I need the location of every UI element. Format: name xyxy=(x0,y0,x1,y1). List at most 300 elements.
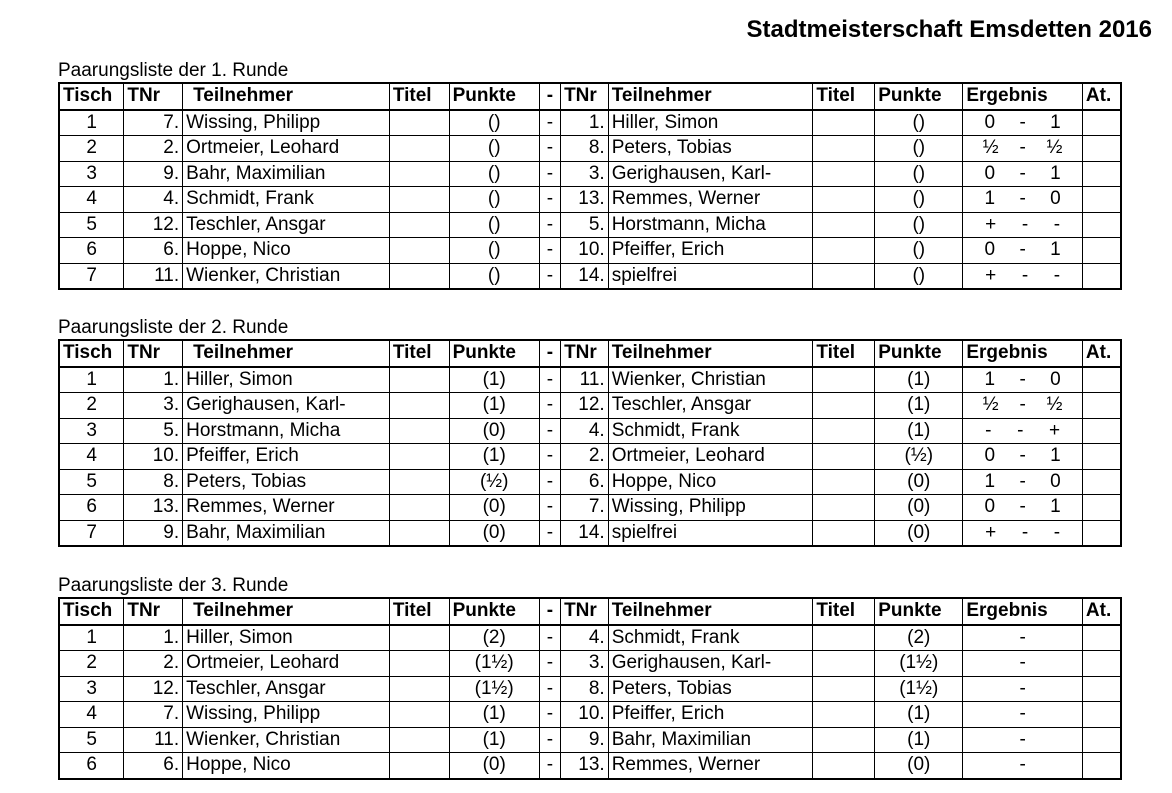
tisch-cell: 2 xyxy=(59,651,124,677)
result-cell xyxy=(963,702,1083,728)
tisch-cell: 5 xyxy=(59,469,124,495)
result-white: 1 xyxy=(984,188,996,210)
tisch-cell: 3 xyxy=(59,676,124,702)
result-separator: - xyxy=(1021,264,1029,286)
at-cell xyxy=(1082,187,1121,213)
result-black: 0 xyxy=(1050,470,1061,492)
titel-white-cell xyxy=(389,651,449,677)
result-white: ½ xyxy=(982,137,999,159)
result-separator: - xyxy=(1019,626,1026,648)
result-white: + xyxy=(985,521,997,543)
player-white-cell: Wissing, Philipp xyxy=(183,702,390,728)
punkte-white-cell: (0) xyxy=(449,753,539,779)
player-black-cell: spielfrei xyxy=(608,520,813,546)
col-header-teilnehmer2: Teilnehmer xyxy=(608,340,813,367)
player-white-cell: Teschler, Ansgar xyxy=(183,212,390,238)
result-cell xyxy=(963,753,1083,779)
punkte-black-cell: () xyxy=(875,110,963,136)
col-header-tnr: TNr xyxy=(124,83,183,110)
player-black-cell: Pfeiffer, Erich xyxy=(608,702,813,728)
col-header-dash: - xyxy=(539,83,560,110)
titel-black-cell xyxy=(813,753,875,779)
player-white-cell: Ortmeier, Leohard xyxy=(183,651,390,677)
result-white: 1 xyxy=(984,470,996,492)
punkte-white-cell: () xyxy=(449,161,539,187)
table-row xyxy=(59,136,1121,162)
player-white-cell: Schmidt, Frank xyxy=(183,187,390,213)
tnr-white-cell: 6. xyxy=(124,753,183,779)
result-separator: - xyxy=(1019,162,1026,184)
separator-cell: - xyxy=(539,367,560,393)
punkte-white-cell: (1½) xyxy=(449,676,539,702)
tisch-cell: 1 xyxy=(59,625,124,651)
result-separator: - xyxy=(1019,137,1026,159)
titel-white-cell xyxy=(389,136,449,162)
player-black-cell: Hoppe, Nico xyxy=(608,469,813,495)
punkte-white-cell: (1½) xyxy=(449,651,539,677)
result-cell xyxy=(963,444,1083,470)
col-header-ergebnis: Ergebnis xyxy=(963,340,1083,367)
player-white-cell: Pfeiffer, Erich xyxy=(183,444,390,470)
separator-cell: - xyxy=(539,110,560,136)
tnr-white-cell: 8. xyxy=(124,469,183,495)
result-cell xyxy=(963,263,1083,289)
result-black: - xyxy=(1053,521,1061,543)
player-black-cell: Gerighausen, Karl- xyxy=(608,161,813,187)
tisch-cell: 4 xyxy=(59,702,124,728)
tnr-white-cell: 1. xyxy=(124,625,183,651)
player-white-cell: Hoppe, Nico xyxy=(183,238,390,264)
header-row xyxy=(59,340,1121,367)
table-row xyxy=(59,469,1121,495)
tnr-black-cell: 5. xyxy=(561,212,609,238)
player-black-cell: Bahr, Maximilian xyxy=(608,727,813,753)
result-cell xyxy=(963,136,1083,162)
tnr-black-cell: 6. xyxy=(561,469,609,495)
punkte-black-cell: () xyxy=(875,136,963,162)
player-white-cell: Hiller, Simon xyxy=(183,367,390,393)
separator-cell: - xyxy=(539,625,560,651)
separator-cell: - xyxy=(539,753,560,779)
player-black-cell: Horstmann, Micha xyxy=(608,212,813,238)
player-black-cell: Teschler, Ansgar xyxy=(608,393,813,419)
col-header-teilnehmer: Teilnehmer xyxy=(183,340,390,367)
punkte-black-cell: (½) xyxy=(875,444,963,470)
titel-black-cell xyxy=(813,136,875,162)
col-header-teilnehmer2: Teilnehmer xyxy=(608,598,813,625)
punkte-black-cell: (1) xyxy=(875,418,963,444)
result-separator: - xyxy=(1019,394,1026,416)
titel-white-cell xyxy=(389,444,449,470)
table-row xyxy=(59,676,1121,702)
titel-black-cell xyxy=(813,418,875,444)
tisch-cell: 6 xyxy=(59,238,124,264)
titel-black-cell xyxy=(813,212,875,238)
separator-cell: - xyxy=(539,393,560,419)
player-white-cell: Wienker, Christian xyxy=(183,263,390,289)
player-black-cell: spielfrei xyxy=(608,263,813,289)
titel-white-cell xyxy=(389,212,449,238)
at-cell xyxy=(1082,161,1121,187)
col-header-ergebnis: Ergebnis xyxy=(963,83,1083,110)
tnr-white-cell: 9. xyxy=(124,520,183,546)
result-cell xyxy=(963,676,1083,702)
col-header-tnr: TNr xyxy=(124,340,183,367)
punkte-white-cell: (½) xyxy=(449,469,539,495)
separator-cell: - xyxy=(539,444,560,470)
titel-white-cell xyxy=(389,367,449,393)
at-cell xyxy=(1082,702,1121,728)
result-separator: - xyxy=(1019,470,1026,492)
titel-black-cell xyxy=(813,238,875,264)
at-cell xyxy=(1082,110,1121,136)
player-white-cell: Remmes, Werner xyxy=(183,495,390,521)
table-row xyxy=(59,367,1121,393)
result-black: ½ xyxy=(1046,394,1063,416)
result-separator: - xyxy=(1019,239,1026,261)
separator-cell: - xyxy=(539,238,560,264)
result-cell xyxy=(963,393,1083,419)
player-black-cell: Wissing, Philipp xyxy=(608,495,813,521)
result-cell xyxy=(963,520,1083,546)
player-white-cell: Horstmann, Micha xyxy=(183,418,390,444)
titel-white-cell xyxy=(389,187,449,213)
separator-cell: - xyxy=(539,702,560,728)
at-cell xyxy=(1082,727,1121,753)
round-1-section xyxy=(58,60,1122,290)
round-caption: Paarungsliste der 1. Runde xyxy=(58,60,289,81)
col-header-titel2: Titel xyxy=(813,83,875,110)
pairing-table xyxy=(58,82,1122,290)
tnr-white-cell: 6. xyxy=(124,238,183,264)
col-header-tnr: TNr xyxy=(124,598,183,625)
punkte-white-cell: (1) xyxy=(449,444,539,470)
result-cell xyxy=(963,495,1083,521)
player-white-cell: Bahr, Maximilian xyxy=(183,161,390,187)
tisch-cell: 2 xyxy=(59,393,124,419)
punkte-white-cell: (0) xyxy=(449,418,539,444)
titel-white-cell xyxy=(389,418,449,444)
at-cell xyxy=(1082,367,1121,393)
table-row xyxy=(59,238,1121,264)
punkte-black-cell: (1½) xyxy=(875,651,963,677)
result-separator: - xyxy=(1017,419,1024,441)
tnr-white-cell: 7. xyxy=(124,110,183,136)
result-separator: - xyxy=(1019,445,1026,467)
col-header-tisch: Tisch xyxy=(59,83,124,110)
result-cell xyxy=(963,367,1083,393)
separator-cell: - xyxy=(539,418,560,444)
tisch-cell: 7 xyxy=(59,520,124,546)
col-header-teilnehmer2: Teilnehmer xyxy=(608,83,813,110)
punkte-black-cell: (0) xyxy=(875,495,963,521)
col-header-tisch: Tisch xyxy=(59,598,124,625)
result-cell xyxy=(963,212,1083,238)
result-cell xyxy=(963,727,1083,753)
col-header-titel2: Titel xyxy=(813,340,875,367)
punkte-black-cell: (0) xyxy=(875,469,963,495)
col-header-teilnehmer: Teilnehmer xyxy=(183,598,390,625)
titel-black-cell xyxy=(813,367,875,393)
col-header-titel2: Titel xyxy=(813,598,875,625)
titel-black-cell xyxy=(813,651,875,677)
player-white-cell: Gerighausen, Karl- xyxy=(183,393,390,419)
player-black-cell: Pfeiffer, Erich xyxy=(608,238,813,264)
tnr-black-cell: 1. xyxy=(561,110,609,136)
separator-cell: - xyxy=(539,469,560,495)
tnr-black-cell: 4. xyxy=(561,625,609,651)
titel-black-cell xyxy=(813,625,875,651)
result-white: 0 xyxy=(984,162,996,184)
tnr-white-cell: 3. xyxy=(124,393,183,419)
player-white-cell: Wissing, Philipp xyxy=(183,110,390,136)
player-black-cell: Peters, Tobias xyxy=(608,136,813,162)
separator-cell: - xyxy=(539,651,560,677)
tnr-black-cell: 13. xyxy=(561,753,609,779)
punkte-white-cell: (0) xyxy=(449,495,539,521)
result-black: 1 xyxy=(1050,496,1061,518)
round-caption: Paarungsliste der 2. Runde xyxy=(58,317,289,338)
table-row xyxy=(59,625,1121,651)
result-cell xyxy=(963,625,1083,651)
table-row xyxy=(59,702,1121,728)
separator-cell: - xyxy=(539,727,560,753)
at-cell xyxy=(1082,418,1121,444)
punkte-white-cell: (0) xyxy=(449,520,539,546)
at-cell xyxy=(1082,495,1121,521)
col-header-dash: - xyxy=(539,598,560,625)
titel-black-cell xyxy=(813,187,875,213)
titel-white-cell xyxy=(389,676,449,702)
at-cell xyxy=(1082,393,1121,419)
player-white-cell: Peters, Tobias xyxy=(183,469,390,495)
separator-cell: - xyxy=(539,136,560,162)
at-cell xyxy=(1082,444,1121,470)
result-white: 0 xyxy=(984,111,996,133)
separator-cell: - xyxy=(539,187,560,213)
player-white-cell: Ortmeier, Leohard xyxy=(183,136,390,162)
table-row xyxy=(59,263,1121,289)
titel-black-cell xyxy=(813,520,875,546)
titel-white-cell xyxy=(389,753,449,779)
player-black-cell: Schmidt, Frank xyxy=(608,625,813,651)
table-row xyxy=(59,520,1121,546)
punkte-white-cell: (1) xyxy=(449,367,539,393)
player-white-cell: Hoppe, Nico xyxy=(183,753,390,779)
tnr-white-cell: 13. xyxy=(124,495,183,521)
punkte-white-cell: () xyxy=(449,110,539,136)
pairing-table xyxy=(58,339,1122,547)
tnr-white-cell: 2. xyxy=(124,651,183,677)
at-cell xyxy=(1082,676,1121,702)
result-black: ½ xyxy=(1046,137,1063,159)
result-cell xyxy=(963,651,1083,677)
result-separator: - xyxy=(1019,111,1026,133)
table-row xyxy=(59,161,1121,187)
tnr-black-cell: 4. xyxy=(561,418,609,444)
tnr-white-cell: 11. xyxy=(124,263,183,289)
tnr-white-cell: 11. xyxy=(124,727,183,753)
col-header-ergebnis: Ergebnis xyxy=(963,598,1083,625)
tnr-black-cell: 3. xyxy=(561,651,609,677)
player-black-cell: Ortmeier, Leohard xyxy=(608,444,813,470)
tnr-black-cell: 10. xyxy=(561,702,609,728)
tnr-black-cell: 2. xyxy=(561,444,609,470)
tisch-cell: 1 xyxy=(59,367,124,393)
separator-cell: - xyxy=(539,495,560,521)
punkte-white-cell: () xyxy=(449,136,539,162)
result-black: 0 xyxy=(1050,188,1061,210)
tnr-black-cell: 14. xyxy=(561,520,609,546)
tisch-cell: 5 xyxy=(59,727,124,753)
tnr-black-cell: 12. xyxy=(561,393,609,419)
player-white-cell: Wienker, Christian xyxy=(183,727,390,753)
punkte-black-cell: () xyxy=(875,212,963,238)
col-header-titel: Titel xyxy=(389,598,449,625)
table-row xyxy=(59,651,1121,677)
tisch-cell: 3 xyxy=(59,161,124,187)
col-header-punkte2: Punkte xyxy=(875,340,963,367)
titel-black-cell xyxy=(813,469,875,495)
punkte-black-cell: (1) xyxy=(875,367,963,393)
punkte-black-cell: () xyxy=(875,263,963,289)
col-header-punkte: Punkte xyxy=(449,340,539,367)
header-row xyxy=(59,83,1121,110)
at-cell xyxy=(1082,263,1121,289)
result-separator: - xyxy=(1021,521,1029,543)
separator-cell: - xyxy=(539,212,560,238)
result-black: - xyxy=(1053,264,1061,286)
result-white: + xyxy=(985,213,997,235)
tnr-white-cell: 2. xyxy=(124,136,183,162)
result-white: 0 xyxy=(984,496,996,518)
result-white: + xyxy=(985,264,997,286)
punkte-black-cell: (1) xyxy=(875,727,963,753)
tnr-white-cell: 10. xyxy=(124,444,183,470)
punkte-black-cell: (1½) xyxy=(875,676,963,702)
punkte-white-cell: (1) xyxy=(449,702,539,728)
table-row xyxy=(59,393,1121,419)
table-row xyxy=(59,187,1121,213)
punkte-black-cell: (0) xyxy=(875,520,963,546)
at-cell xyxy=(1082,212,1121,238)
tnr-black-cell: 14. xyxy=(561,263,609,289)
result-black: 0 xyxy=(1050,368,1061,390)
punkte-white-cell: () xyxy=(449,212,539,238)
table-row xyxy=(59,444,1121,470)
result-separator: - xyxy=(1019,677,1026,699)
table-row xyxy=(59,110,1121,136)
pairing-table xyxy=(58,597,1122,780)
result-cell xyxy=(963,469,1083,495)
table-row xyxy=(59,212,1121,238)
tnr-white-cell: 9. xyxy=(124,161,183,187)
player-black-cell: Gerighausen, Karl- xyxy=(608,651,813,677)
tnr-black-cell: 8. xyxy=(561,676,609,702)
col-header-tisch: Tisch xyxy=(59,340,124,367)
col-header-at: At. xyxy=(1082,598,1121,625)
at-cell xyxy=(1082,625,1121,651)
titel-black-cell xyxy=(813,495,875,521)
titel-black-cell xyxy=(813,702,875,728)
col-header-punkte2: Punkte xyxy=(875,598,963,625)
result-separator: - xyxy=(1019,703,1026,725)
at-cell xyxy=(1082,136,1121,162)
titel-black-cell xyxy=(813,263,875,289)
titel-white-cell xyxy=(389,393,449,419)
player-white-cell: Teschler, Ansgar xyxy=(183,676,390,702)
titel-black-cell xyxy=(813,727,875,753)
table-row xyxy=(59,753,1121,779)
at-cell xyxy=(1082,651,1121,677)
at-cell xyxy=(1082,520,1121,546)
col-header-titel: Titel xyxy=(389,83,449,110)
punkte-black-cell: () xyxy=(875,161,963,187)
result-separator: - xyxy=(1019,652,1026,674)
result-black: 1 xyxy=(1050,162,1061,184)
result-black: 1 xyxy=(1050,445,1061,467)
tnr-white-cell: 4. xyxy=(124,187,183,213)
tisch-cell: 5 xyxy=(59,212,124,238)
titel-white-cell xyxy=(389,238,449,264)
player-black-cell: Remmes, Werner xyxy=(608,187,813,213)
titel-white-cell xyxy=(389,110,449,136)
result-black: - xyxy=(1053,213,1061,235)
result-separator: - xyxy=(1019,754,1026,776)
tisch-cell: 4 xyxy=(59,187,124,213)
player-black-cell: Hiller, Simon xyxy=(608,110,813,136)
titel-white-cell xyxy=(389,727,449,753)
titel-white-cell xyxy=(389,161,449,187)
player-black-cell: Wienker, Christian xyxy=(608,367,813,393)
punkte-white-cell: () xyxy=(449,238,539,264)
table-row xyxy=(59,418,1121,444)
player-white-cell: Hiller, Simon xyxy=(183,625,390,651)
tnr-black-cell: 11. xyxy=(561,367,609,393)
titel-white-cell xyxy=(389,469,449,495)
titel-white-cell xyxy=(389,495,449,521)
result-cell xyxy=(963,110,1083,136)
result-separator: - xyxy=(1019,728,1026,750)
col-header-at: At. xyxy=(1082,340,1121,367)
punkte-black-cell: (1) xyxy=(875,702,963,728)
round-3-section xyxy=(58,575,1122,780)
table-row xyxy=(59,727,1121,753)
tisch-cell: 7 xyxy=(59,263,124,289)
tnr-white-cell: 12. xyxy=(124,676,183,702)
result-black: + xyxy=(1048,419,1061,441)
tnr-white-cell: 7. xyxy=(124,702,183,728)
col-header-tnr2: TNr xyxy=(561,83,609,110)
player-black-cell: Peters, Tobias xyxy=(608,676,813,702)
col-header-at: At. xyxy=(1082,83,1121,110)
punkte-black-cell: (1) xyxy=(875,393,963,419)
result-separator: - xyxy=(1019,188,1026,210)
round-2-section xyxy=(58,317,1122,547)
tisch-cell: 4 xyxy=(59,444,124,470)
tisch-cell: 3 xyxy=(59,418,124,444)
punkte-black-cell: (0) xyxy=(875,753,963,779)
tnr-black-cell: 3. xyxy=(561,161,609,187)
result-cell xyxy=(963,161,1083,187)
tnr-black-cell: 8. xyxy=(561,136,609,162)
separator-cell: - xyxy=(539,520,560,546)
result-cell xyxy=(963,418,1083,444)
header-row xyxy=(59,598,1121,625)
tnr-white-cell: 12. xyxy=(124,212,183,238)
at-cell xyxy=(1082,238,1121,264)
punkte-white-cell: (2) xyxy=(449,625,539,651)
